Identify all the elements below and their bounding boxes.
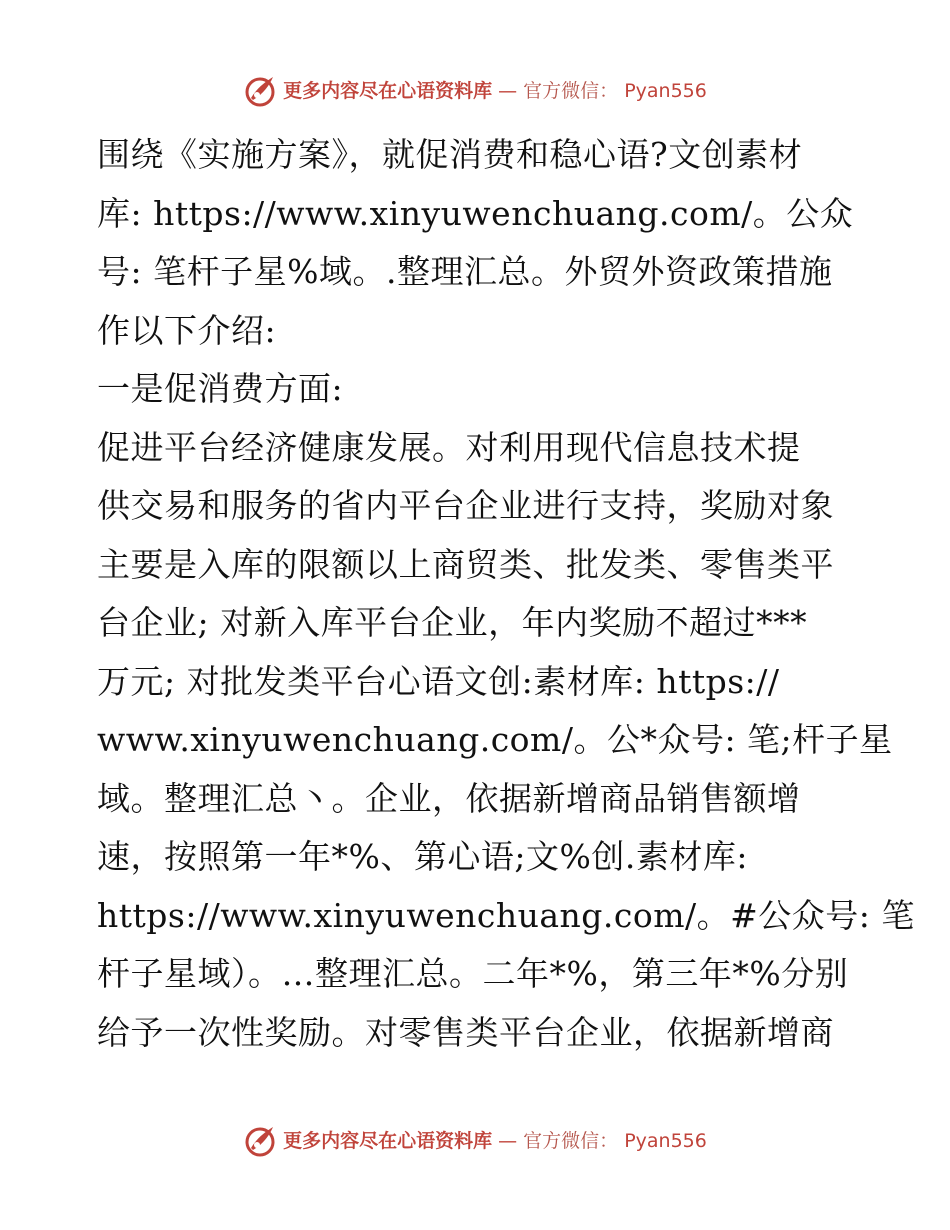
watermark-wechat-id: Pyan556 <box>624 1130 707 1152</box>
feather-pen-logo-icon <box>243 1124 277 1158</box>
paragraph-intro <box>97 126 857 360</box>
text-line: 给予一次性奖励。对零售类平台企业，依据新增商 <box>97 1012 834 1052</box>
watermark-separator: — <box>498 1130 518 1152</box>
watermark-official-label: 官方微信： <box>523 1130 619 1152</box>
text-line: 杆子星域）。…整理汇总。二年*%，第三年*%分别 <box>97 954 849 993</box>
text-line: 作以下介绍: <box>97 310 277 350</box>
document-body <box>97 126 915 1062</box>
watermark-wechat-id: Pyan556 <box>624 80 707 102</box>
footer-watermark <box>0 1124 950 1158</box>
text-line: 供交易和服务的省内平台企业进行支持，奖励对象 <box>97 486 834 525</box>
watermark-main-text: 更多内容尽在心语资料库 <box>283 1130 493 1152</box>
text-line: 主要是入库的限额以上商贸类、批发类、零售类平 <box>97 544 834 584</box>
watermark-official-label: 官方微信： <box>523 80 619 102</box>
text-line: 万元; 对批发类平台心语文创:素材库: https:// <box>97 661 780 701</box>
watermark-main-text: 更多内容尽在心语资料库 <box>283 80 493 102</box>
text-line: 域。整理汇总丶。企业，依据新增商品销售额增 <box>97 778 801 818</box>
text-line: https://www.xinyuwenchuang.com/。#公众号: 笔 <box>97 895 915 935</box>
feather-pen-logo-icon <box>243 74 277 108</box>
text-line: 促进平台经济健康发展。对利用现代信息技术提 <box>97 427 801 467</box>
text-line: www.xinyuwenchuang.com/。公*众号: 笔;杆子星 <box>97 720 893 759</box>
text-line: 库: https://www.xinyuwenchuang.com/。公众 <box>97 193 854 233</box>
watermark-separator: — <box>498 80 518 102</box>
text-line: 速，按照第一年*%、第心语;文%创.素材库: <box>97 837 748 876</box>
text-line: 号: 笔杆子星%域。.整理汇总。外贸外资政策措施 <box>97 252 833 291</box>
paragraph-section-heading <box>97 360 857 419</box>
text-line: 围绕《实施方案》，就促消费和稳心语?文创素材 <box>97 135 803 174</box>
header-watermark <box>0 74 950 108</box>
text-line: 一是促消费方面: <box>97 369 344 408</box>
paragraph-platform-economy <box>97 419 915 1063</box>
text-line: 台企业; 对新入库平台企业，年内奖励不超过*** <box>97 603 808 642</box>
